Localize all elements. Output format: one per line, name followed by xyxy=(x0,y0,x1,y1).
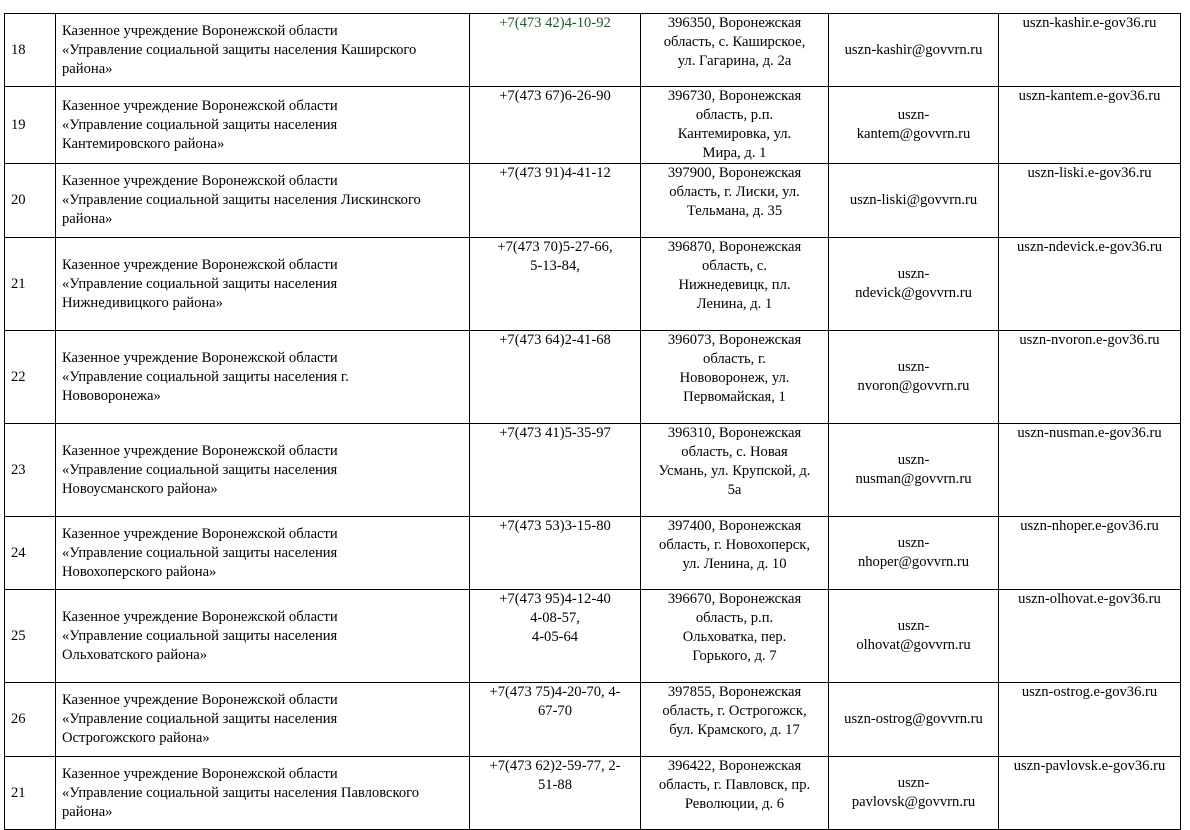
postal-address-line: область, г. Лиски, ул. xyxy=(669,184,800,200)
website-url: uszn-liski.e-gov36.ru xyxy=(999,164,1181,238)
postal-address-line: 397855, Воронежская xyxy=(667,684,802,700)
row-number: 23 xyxy=(5,424,56,517)
institution-name-line: Казенное учреждение Воронежской области xyxy=(62,256,338,273)
phone-number-line: +7(473 70)5-27-66, xyxy=(497,239,613,255)
table-row xyxy=(5,590,1181,683)
institution-name-line: района» xyxy=(62,211,113,227)
postal-address xyxy=(641,238,829,331)
email-address-line: uszn-liski@govvrn.ru xyxy=(849,192,978,208)
institution-name-line: Нижнедивицкого района» xyxy=(62,294,223,311)
postal-address xyxy=(641,683,829,757)
table-row xyxy=(5,238,1181,331)
phone-number-line: 4-08-57, xyxy=(530,610,580,626)
email-address xyxy=(829,164,999,238)
phone-number-line: +7(473 62)2-59-77, 2- xyxy=(489,758,621,774)
table-row xyxy=(5,164,1181,238)
email-address-line: uszn-kashir@govvrn.ru xyxy=(844,41,983,58)
institution-name-line: Новохоперского района» xyxy=(62,563,217,580)
postal-address-line: область, р.п. xyxy=(695,107,774,123)
postal-address-line: Тельмана, д. 35 xyxy=(686,203,783,219)
postal-address-line: бул. Крамского, д. 17 xyxy=(669,722,800,738)
institution-name xyxy=(56,238,470,331)
email-address xyxy=(829,14,999,87)
institution-name-line: Ольховатского района» xyxy=(62,646,208,663)
email-address-line: uszn- xyxy=(897,535,930,551)
postal-address-line: Первомайская, 1 xyxy=(683,389,786,405)
website-url: uszn-olhovat.e-gov36.ru xyxy=(999,590,1181,683)
institution-name-line: «Управление социальной защиты населения Лискинского xyxy=(62,192,421,208)
row-number: 21 xyxy=(5,238,56,331)
phone-number xyxy=(470,683,641,757)
postal-address-line: 397900, Воронежская xyxy=(667,165,802,181)
phone-number xyxy=(470,517,641,590)
institution-name-line: Кантемировского района» xyxy=(62,135,225,152)
website-url: uszn-nvoron.e-gov36.ru xyxy=(999,331,1181,424)
institution-name xyxy=(56,517,470,590)
phone-number xyxy=(470,331,641,424)
website-url: uszn-pavlovsk.e-gov36.ru xyxy=(999,757,1181,830)
postal-address-line: область, с. xyxy=(701,258,768,274)
phone-number xyxy=(470,590,641,683)
postal-address-line: Нововоронеж, ул. xyxy=(679,370,790,386)
postal-address-line: 5а xyxy=(727,482,742,498)
postal-address-line: 396073, Воронежская xyxy=(667,332,802,348)
table-row xyxy=(5,683,1181,757)
row-number: 22 xyxy=(5,331,56,424)
institution-name-line: Острогожского района» xyxy=(62,730,210,746)
postal-address-line: область, г. Острогожск, xyxy=(662,703,807,719)
institution-name-line: Казенное учреждение Воронежской области xyxy=(62,349,338,366)
institution-name-line: Казенное учреждение Воронежской области xyxy=(62,97,338,114)
phone-number-line: +7(473 53)3-15-80 xyxy=(499,518,611,534)
table-row xyxy=(5,424,1181,517)
phone-number-line: +7(473 75)4-20-70, 4- xyxy=(489,684,621,700)
institution-name-line: «Управление социальной защиты населения г. xyxy=(62,368,349,385)
social-protection-offices-table xyxy=(4,13,1181,830)
postal-address-line: область, р.п. xyxy=(695,610,774,626)
email-address-line: uszn- xyxy=(897,618,930,634)
email-address-line: olhovat@govvrn.ru xyxy=(856,637,971,653)
email-address-line: uszn- xyxy=(897,452,930,468)
table-row xyxy=(5,14,1181,87)
row-number: 25 xyxy=(5,590,56,683)
email-address xyxy=(829,517,999,590)
email-address-line: uszn- xyxy=(897,266,930,282)
postal-address xyxy=(641,14,829,87)
row-number: 26 xyxy=(5,683,56,757)
postal-address-line: 396730, Воронежская xyxy=(667,88,802,104)
institution-name-line: «Управление социальной защиты населения Павловского xyxy=(62,784,420,801)
postal-address-line: Ленина, д. 1 xyxy=(696,296,773,312)
phone-number xyxy=(470,757,641,830)
institution-name xyxy=(56,424,470,517)
institution-name xyxy=(56,590,470,683)
postal-address xyxy=(641,757,829,830)
postal-address-line: область, с. Каширское, xyxy=(663,34,806,50)
institution-name-line: «Управление социальной защиты населения xyxy=(62,275,338,292)
postal-address-line: область, с. Новая xyxy=(681,444,788,460)
postal-address-line: 397400, Воронежская xyxy=(667,518,802,534)
table-row xyxy=(5,331,1181,424)
postal-address-line: ул. Гагарина, д. 2а xyxy=(677,53,792,69)
email-address xyxy=(829,757,999,830)
phone-number-line: 4-05-64 xyxy=(531,629,579,645)
website-url: uszn-kantem.e-gov36.ru xyxy=(999,87,1181,164)
institution-name-line: Казенное учреждение Воронежской области xyxy=(62,608,338,625)
institution-name-line: «Управление социальной защиты населения xyxy=(62,711,338,727)
phone-number xyxy=(470,238,641,331)
postal-address-line: 396670, Воронежская xyxy=(667,591,802,607)
email-address xyxy=(829,424,999,517)
institution-name-line: Нововоронежа» xyxy=(62,387,161,404)
postal-address-line: 396870, Воронежская xyxy=(667,239,802,255)
postal-address xyxy=(641,331,829,424)
postal-address-line: область, г. Павловск, пр. xyxy=(658,777,811,793)
email-address-line: uszn-ostrog@govvrn.ru xyxy=(844,711,983,727)
institution-name xyxy=(56,331,470,424)
institution-name-line: Казенное учреждение Воронежской области xyxy=(62,442,338,459)
postal-address-line: Ольховатка, пер. xyxy=(682,629,787,645)
website-url: uszn-nhoper.e-gov36.ru xyxy=(999,517,1181,590)
email-address-line: nvoron@govvrn.ru xyxy=(857,378,970,394)
postal-address xyxy=(641,87,829,164)
email-address-line: nhoper@govvrn.ru xyxy=(857,554,970,570)
phone-number xyxy=(470,164,641,238)
email-address xyxy=(829,238,999,331)
email-address-line: uszn- xyxy=(897,359,930,375)
phone-number-line: +7(473 67)6-26-90 xyxy=(499,88,611,104)
postal-address-line: 396310, Воронежская xyxy=(667,425,802,441)
table-row xyxy=(5,517,1181,590)
table-row xyxy=(5,757,1181,830)
institution-name-line: района» xyxy=(62,60,113,77)
postal-address-line: Нижнедевицк, пл. xyxy=(678,277,791,293)
email-address xyxy=(829,590,999,683)
phone-number-line: +7(473 95)4-12-40 xyxy=(499,591,611,607)
phone-number-line: +7(473 64)2-41-68 xyxy=(499,332,611,348)
email-address xyxy=(829,683,999,757)
email-address xyxy=(829,87,999,164)
institution-name-line: «Управление социальной защиты населения Каширского xyxy=(62,41,417,58)
row-number: 19 xyxy=(5,87,56,164)
postal-address-line: Мира, д. 1 xyxy=(702,145,767,161)
table-row xyxy=(5,87,1181,164)
phone-number xyxy=(470,14,641,87)
email-address-line: uszn- xyxy=(897,775,930,791)
email-address xyxy=(829,331,999,424)
website-url: uszn-ostrog.e-gov36.ru xyxy=(999,683,1181,757)
row-number: 18 xyxy=(5,14,56,87)
postal-address-line: Революции, д. 6 xyxy=(684,796,785,812)
email-address-line: pavlovsk@govvrn.ru xyxy=(851,794,976,810)
phone-number-line: +7(473 91)4-41-12 xyxy=(499,165,611,181)
institution-name-line: «Управление социальной защиты населения xyxy=(62,544,338,561)
institution-name-line: «Управление социальной защиты населения xyxy=(62,461,338,478)
phone-number xyxy=(470,424,641,517)
institution-name-line: Новоусманского района» xyxy=(62,480,218,497)
postal-address-line: ул. Ленина, д. 10 xyxy=(682,556,787,572)
email-address-line: kantem@govvrn.ru xyxy=(856,126,971,142)
row-number: 21 xyxy=(5,757,56,830)
website-url: uszn-kashir.e-gov36.ru xyxy=(999,14,1181,87)
postal-address-line: область, г. Новохоперск, xyxy=(659,537,810,553)
institution-name-line: района» xyxy=(62,803,113,820)
website-url: uszn-nusman.e-gov36.ru xyxy=(999,424,1181,517)
phone-number-line: +7(473 41)5-35-97 xyxy=(499,425,611,441)
postal-address xyxy=(641,424,829,517)
postal-address-line: 396422, Воронежская xyxy=(667,758,802,774)
institution-name-line: Казенное учреждение Воронежской области xyxy=(62,765,338,782)
postal-address-line: область, г. xyxy=(703,351,766,367)
institution-name xyxy=(56,757,470,830)
phone-number-line: 67-70 xyxy=(537,703,573,719)
institution-name xyxy=(56,14,470,87)
institution-name xyxy=(56,164,470,238)
postal-address xyxy=(641,517,829,590)
phone-number-line: 5-13-84, xyxy=(530,258,580,274)
email-address-line: ndevick@govvrn.ru xyxy=(855,285,972,301)
phone-number xyxy=(470,87,641,164)
institution-name-line: Казенное учреждение Воронежской области xyxy=(62,525,338,542)
institution-name-line: Казенное учреждение Воронежской области xyxy=(62,692,338,708)
row-number: 20 xyxy=(5,164,56,238)
institution-name xyxy=(56,87,470,164)
phone-number-line: 51-88 xyxy=(537,777,573,793)
postal-address-line: Кантемировка, ул. xyxy=(677,126,792,142)
institution-name xyxy=(56,683,470,757)
postal-address-line: 396350, Воронежская xyxy=(667,15,802,31)
institution-name-line: Казенное учреждение Воронежской области xyxy=(62,173,338,189)
postal-address xyxy=(641,590,829,683)
postal-address-line: Усмань, ул. Крупской, д. xyxy=(658,463,811,479)
postal-address-line: Горького, д. 7 xyxy=(692,648,777,664)
institution-name-line: «Управление социальной защиты населения xyxy=(62,627,338,644)
website-url: uszn-ndevick.e-gov36.ru xyxy=(999,238,1181,331)
phone-number-line: +7(473 42)4-10-92 xyxy=(499,15,611,31)
institution-name-line: Казенное учреждение Воронежской области xyxy=(62,22,338,39)
row-number: 24 xyxy=(5,517,56,590)
email-address-line: nusman@govvrn.ru xyxy=(855,471,972,487)
postal-address xyxy=(641,164,829,238)
institution-name-line: «Управление социальной защиты населения xyxy=(62,116,338,133)
email-address-line: uszn- xyxy=(897,107,930,123)
